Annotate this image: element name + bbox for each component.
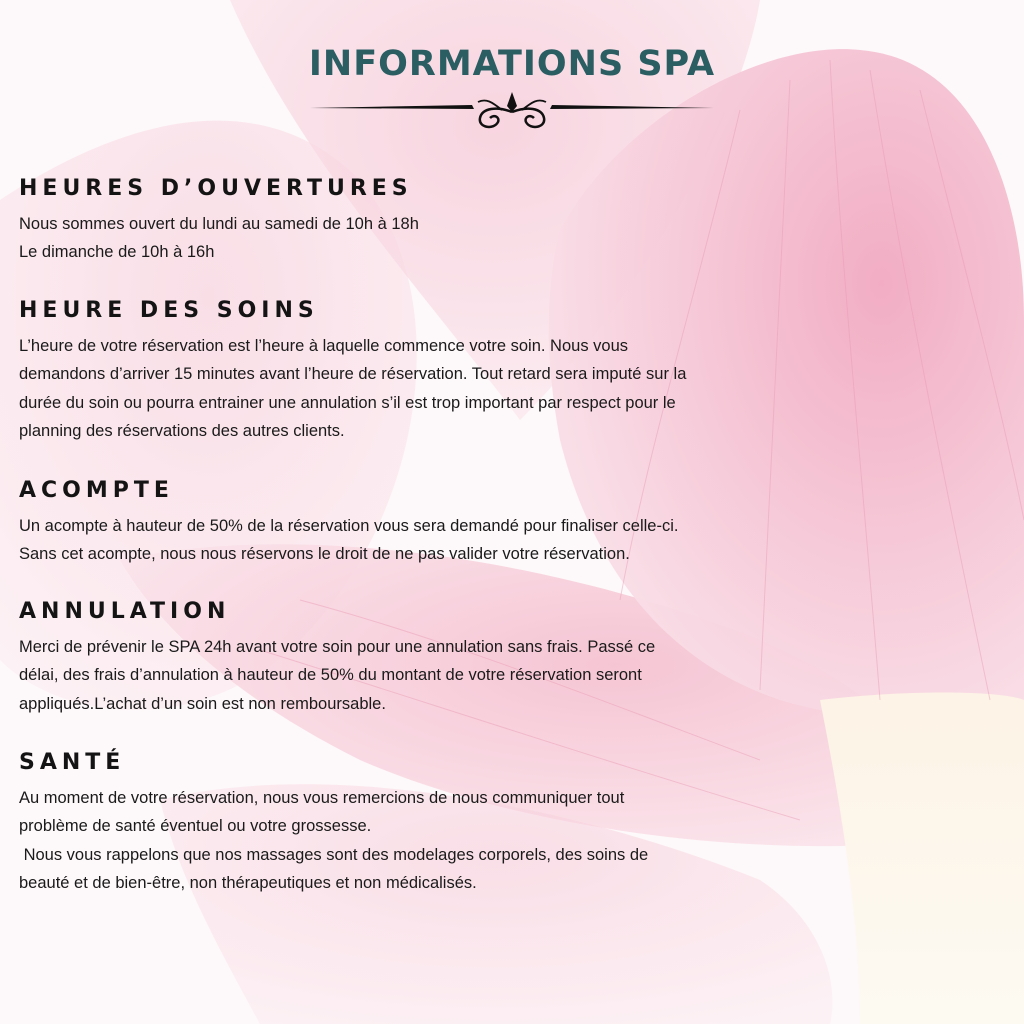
- text-line: planning des réservations des autres clients.: [19, 421, 345, 440]
- scroll-flourish-divider-icon: [302, 86, 722, 132]
- page-title: INFORMATIONS SPA: [308, 44, 716, 84]
- section-heading: ANNULATION: [19, 599, 231, 624]
- text-line: Le dimanche de 10h à 16h: [19, 243, 215, 262]
- section-heading: SANTÉ: [19, 750, 126, 775]
- text-line: délai, des frais d’annulation à hauteur de 50% du montant de votre réservation seront: [19, 666, 642, 685]
- text-line: appliqués.L’achat d’un soin est non remboursable.: [19, 694, 386, 713]
- text-line: Au moment de votre réservation, nous vous remercions de nous communiquer tout: [19, 789, 625, 807]
- text-line: Nous sommes ouvert du lundi au samedi de 10h à 18h: [19, 215, 419, 233]
- section-heading: ACOMPTE: [19, 478, 174, 503]
- text-line: demandons d’arriver 15 minutes avant l’heure de réservation. Tout retard sera imputé sur la: [19, 365, 687, 384]
- text-line: L’heure de votre réservation est l’heure à laquelle commence votre soin. Nous vous: [19, 337, 629, 355]
- text-line: Sans cet acompte, nous nous réservons le droit de ne pas valider votre réservation.: [19, 545, 630, 564]
- text-line: Nous vous rappelons que nos massages sont des modelages corporels, des soins de: [19, 845, 649, 864]
- text-line: beauté et de bien-être, non thérapeutiques et non médicalisés.: [19, 873, 477, 892]
- text-line: problème de santé éventuel ou votre grossesse.: [19, 817, 372, 836]
- section-deposit: [19, 476, 819, 569]
- text-line: Merci de prévenir le SPA 24h avant votre soin pour une annulation sans frais. Passé ce: [19, 638, 656, 656]
- section-treatment-time: [19, 296, 819, 445]
- section-cancellation: [19, 597, 819, 718]
- text-line: durée du soin ou pourra entrainer une annulation s’il est trop important par respect pour le: [19, 393, 676, 412]
- section-heading: HEURE DES SOINS: [19, 298, 319, 323]
- section-opening-hours: [19, 174, 819, 267]
- section-health: [19, 748, 819, 897]
- text-line: Un acompte à hauteur de 50% de la réservation vous sera demandé pour finaliser celle-ci.: [19, 517, 679, 535]
- section-heading: HEURES D’OUVERTURES: [19, 176, 413, 201]
